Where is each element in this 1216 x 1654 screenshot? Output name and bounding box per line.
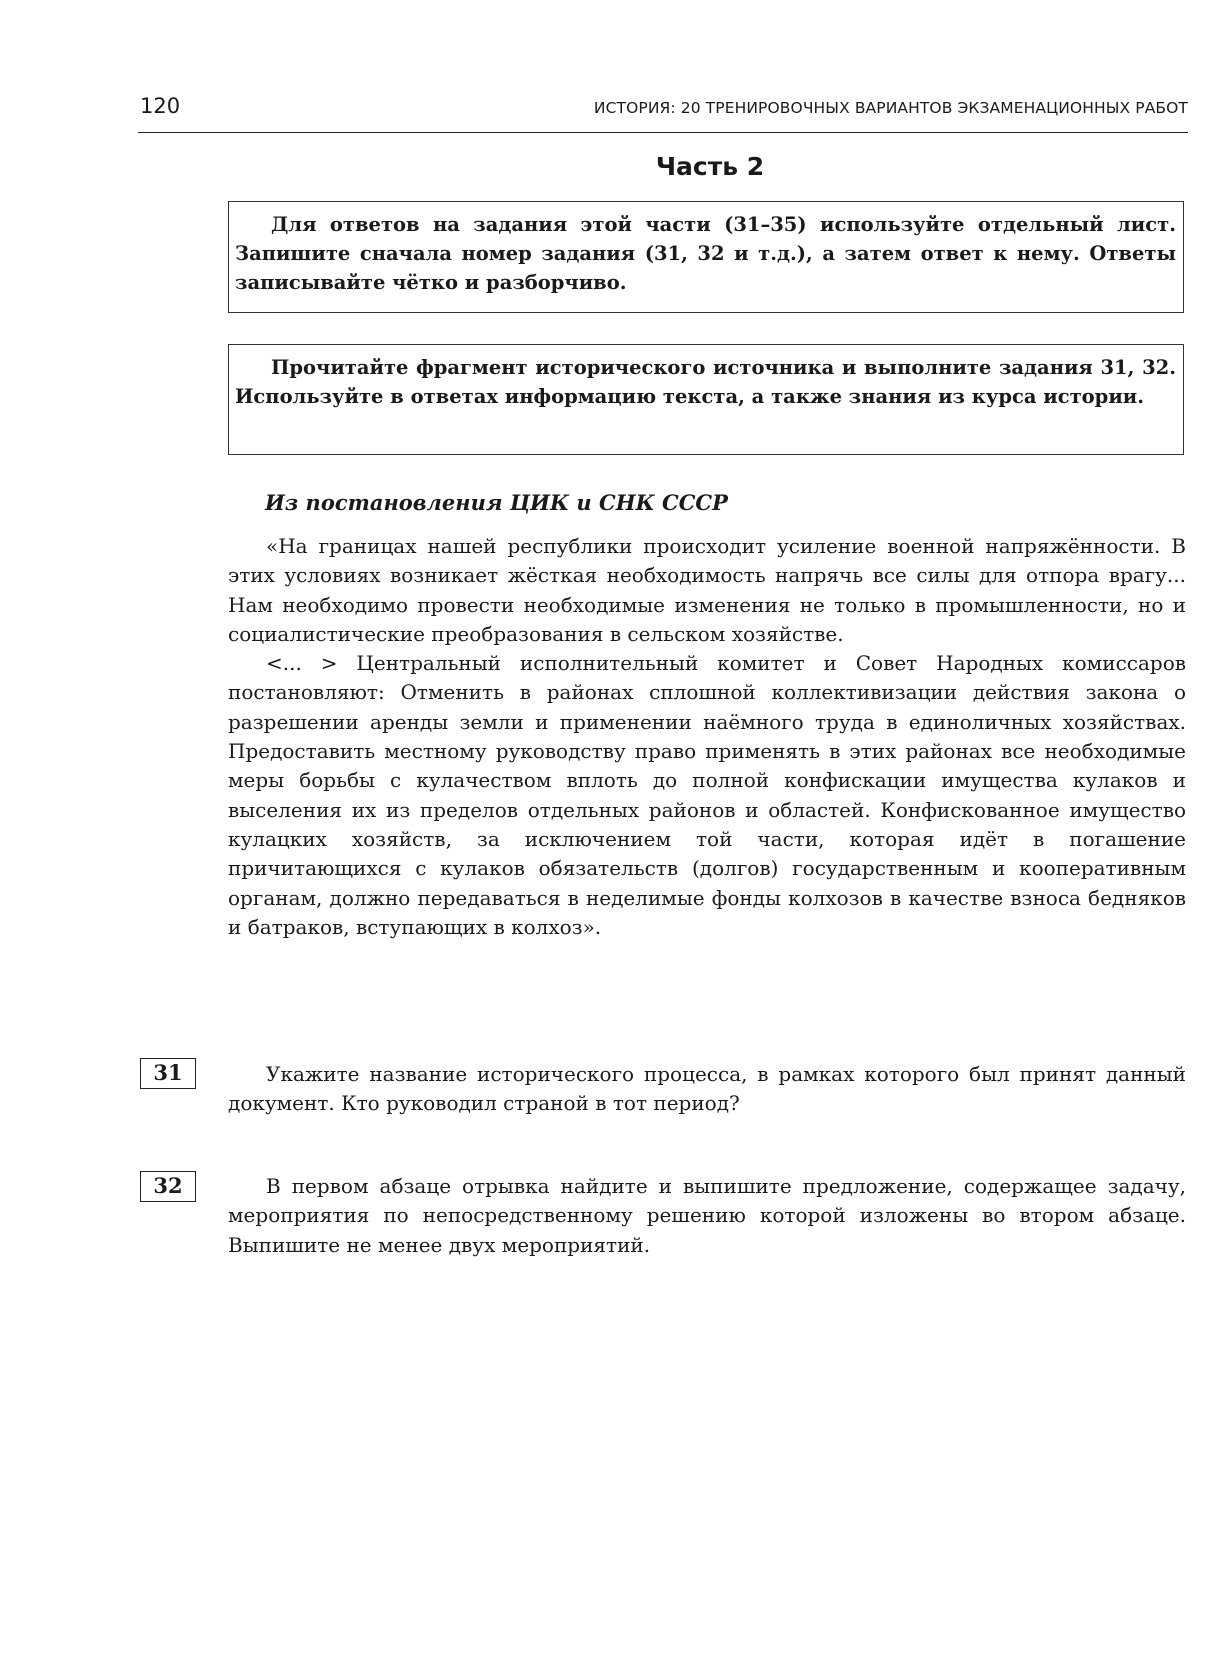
task-number-32: 32 bbox=[140, 1171, 196, 1202]
page-number: 120 bbox=[140, 94, 181, 118]
source-text bbox=[228, 532, 1186, 942]
running-title: ИСТОРИЯ: 20 ТРЕНИРОВОЧНЫХ ВАРИАНТОВ ЭКЗАМЕНАЦИОННЫХ РАБОТ bbox=[593, 99, 1188, 117]
task-number-31: 31 bbox=[140, 1058, 196, 1089]
source-title: Из постановления ЦИК и СНК СССР bbox=[265, 490, 728, 515]
instructions-box-source bbox=[228, 344, 1184, 455]
task-text-31: Укажите название исторического процесса, в рамках которого был принят данный документ. Кто руководил страной в тот период? bbox=[228, 1062, 1186, 1116]
source-paragraph-2: <... > Центральный исполнительный комитет и Совет Народных комиссаров постановляют: Отменить в районах сплошной коллективизации действия закона о разрешении аренды земли и применении наёмного труда в единоличных хозяйствах. Предоставить местному руководству право применять в этих районах все необходимые меры борьбы с кулачеством вплоть до полной конфискации имущества кулаков и выселения их из пределов отдельных районов и областей. Конфискованное имущество кулацких хозяйств, за исключением той части, которая идёт в погашение причитающихся с кулаков обязательств (долгов) государственным и кооперативным органам, должно передаваться в неделимые фонды колхозов в качестве взноса бедняков и батраков, вступающих в колхоз». bbox=[228, 651, 1186, 939]
part-title: Часть 2 bbox=[655, 152, 765, 181]
instructions-box-answers bbox=[228, 201, 1184, 313]
instructions-text-answers: Для ответов на задания этой части (31–35) используйте отдельный лист. Запишите сначала номер задания (31, 32 и т.д.), а затем ответ к нему. Ответы записывайте чётко и разборчиво. bbox=[235, 213, 1176, 294]
task-text-32: В первом абзаце отрывка найдите и выпишите предложение, содержащее задачу, мероприятия по непосредственному решению которой изложены во втором абзаце. Выпишите не менее двух мероприятий. bbox=[228, 1174, 1186, 1257]
page-header bbox=[138, 92, 1188, 133]
instructions-text-source: Прочитайте фрагмент исторического источника и выполните задания 31, 32. Используйте в ответах информацию текста, а также знания из курса истории. bbox=[235, 356, 1176, 408]
source-paragraph-1: «На границах нашей республики происходит усиление военной напряжённости. В этих условиях возникает жёсткая необходимость напрячь все силы для отпора врагу... Нам необходимо провести необходимые изменения не только в промышленности, но и социалистические преобразования в сельском хозяйстве. bbox=[228, 534, 1186, 646]
